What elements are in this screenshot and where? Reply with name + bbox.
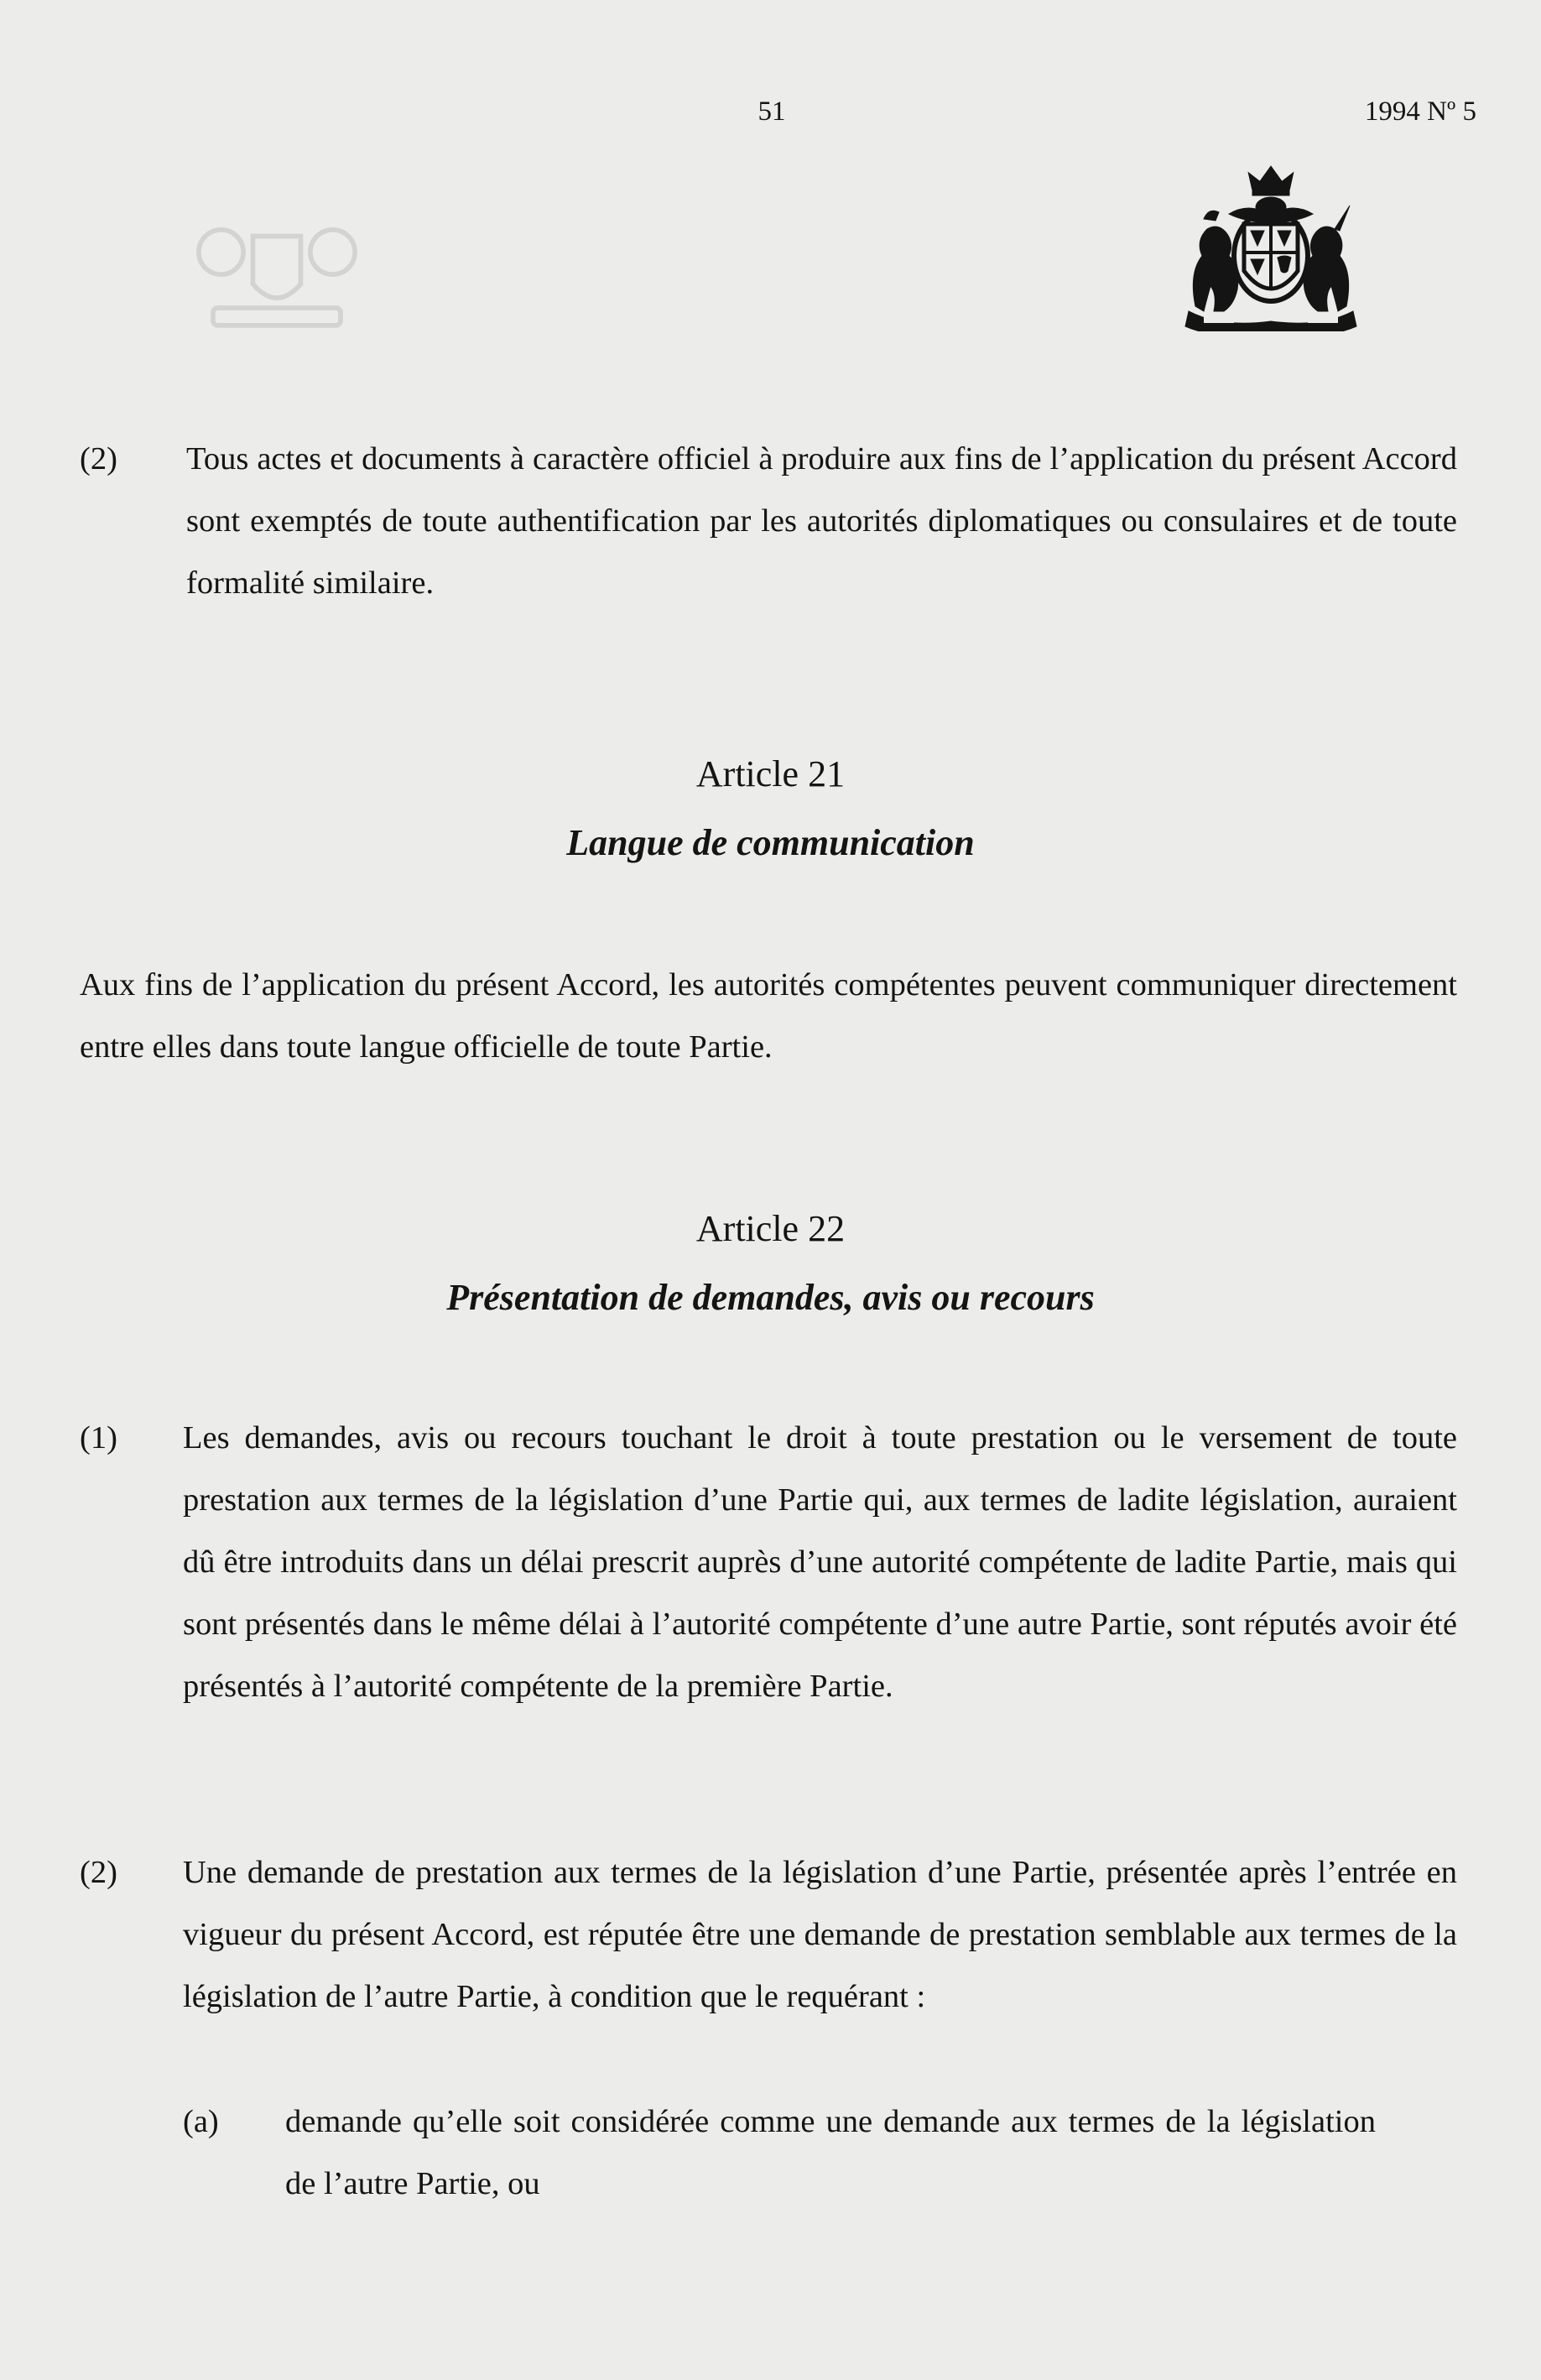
bleed-through-crest-icon — [168, 180, 386, 340]
subparagraph-letter: (a) — [183, 2104, 219, 2139]
page-number: 51 — [757, 96, 786, 127]
article-subtitle: Présentation de demandes, avis ou recours — [446, 1277, 1095, 1318]
royal-coat-of-arms-icon — [1170, 164, 1372, 331]
article-text: Aux fins de l’application du présent Accord, les autorités compétentes peuvent communiquer directement entre elles dans toute langue officielle de toute Partie. — [80, 967, 1457, 1065]
paragraph-text: Tous actes et documents à caractère officiel à produire aux fins de l’application du présent Accord sont exemptés de toute authentification par les autorités diplomatiques ou consulaires et de toute formalité similaire. — [186, 441, 1457, 601]
paragraph-number: (2) — [80, 1855, 117, 1890]
paragraph-text: Une demande de prestation aux termes de la législation d’une Partie, présentée après l’entrée en vigueur du présent Accord, est réputée être une demande de prestation semblable aux termes de la législation de l’autre Partie, à condition que le requérant : — [183, 1855, 1457, 2014]
document-reference: 1994 Nº 5 — [1364, 96, 1476, 127]
subparagraph-text: demande qu’elle soit considérée comme une demande aux termes de la législation de l’autre Partie, ou — [285, 2104, 1376, 2201]
article-title: Article 21 — [695, 753, 846, 794]
paragraph-text: Les demandes, avis ou recours touchant le droit à toute prestation ou le versement de toute prestation aux termes de la législation d’une Partie qui, aux termes de ladite législation, auraient dû être introduits dans un délai prescrit auprès d’une autorité compétente de ladite Partie, mais qui sont présentés dans le même délai à l’autorité compétente d’une autre Partie, sont réputés avoir été présentés à l’autorité compétente de la première Partie. — [183, 1420, 1457, 1704]
paragraph-number: (2) — [80, 441, 117, 477]
paragraph-number: (1) — [80, 1420, 117, 1456]
article-title: Article 22 — [695, 1208, 846, 1249]
article-subtitle: Langue de communication — [566, 822, 975, 863]
